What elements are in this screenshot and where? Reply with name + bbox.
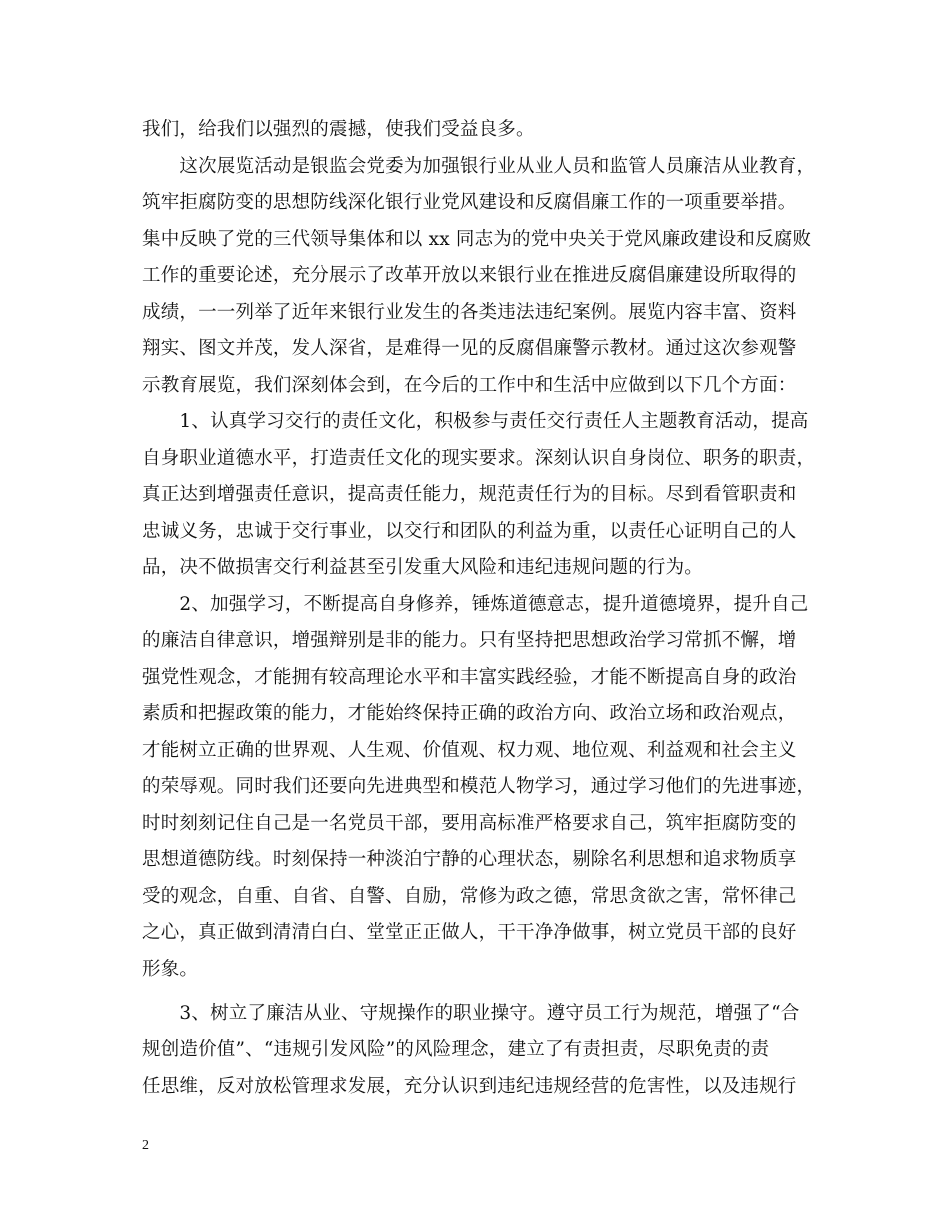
text-line: 3、树立了廉洁从业、守规操作的职业操守。遵守员工行为规范，增强了“合 <box>142 1003 800 1024</box>
text-line: 2、加强学习，不断提高自身修养，锤炼道德意志，提升道德境界，提升自己 <box>142 594 809 615</box>
text-line: 之心，真正做到清清白白、堂堂正正做人，干干净净做事，树立党员干部的良好 <box>142 922 797 943</box>
text-line: 1、认真学习交行的责任文化，积极参与责任交行责任人主题教育活动，提高 <box>142 411 809 432</box>
text-line: 自身职业道德水平，打造责任文化的现实要求。深刻认识自身岗位、职务的职责， <box>142 448 816 469</box>
text-line: 强党性观念，才能拥有较高理论水平和丰富实践经验，才能不断提高自身的政治 <box>142 667 797 688</box>
text-line: 真正达到增强责任意识，提高责任能力，规范责任行为的目标。尽到看管职责和 <box>142 484 797 505</box>
text-line: 筑牢拒腐防变的思想防线深化银行业党风建设和反腐倡廉工作的一项重要举措。 <box>142 192 797 213</box>
text-line: 受的观念，自重、自省、自警、自励，常修为政之德，常思贪欲之害，常怀律己 <box>142 886 797 907</box>
text-line: 的廉洁自律意识，增强辩别是非的能力。只有坚持把思想政治学习常抓不懈，增 <box>142 630 797 651</box>
text-line: 形象。 <box>142 959 199 980</box>
text-line: 忠诚义务，忠诚于交行事业，以交行和团队的利益为重，以责任心证明自己的人 <box>142 521 797 542</box>
text-line: 的荣辱观。同时我们还要向先进典型和模范人物学习，通过学习他们的先进事迹， <box>142 776 816 797</box>
text-line: 集中反映了党的三代领导集体和以 xx 同志为的党中央关于党风廉政建设和反腐败 <box>142 229 812 250</box>
text-line: 翔实、图文并茂，发人深省，是难得一见的反腐倡廉警示教材。通过这次参观警 <box>142 338 797 359</box>
text-line: 品，决不做损害交行利益甚至引发重大风险和违纪违规问题的行为。 <box>142 557 704 578</box>
text-line: 工作的重要论述，充分展示了改革开放以来银行业在推进反腐倡廉建设所取得的 <box>142 265 797 286</box>
text-line: 示教育展览，我们深刻体会到，在今后的工作中和生活中应做到以下几个方面： <box>142 375 797 396</box>
text-line: 时时刻刻记住自己是一名党员干部，要用高标准严格要求自己，筑牢拒腐防变的 <box>142 813 797 834</box>
text-line: 任思维，反对放松管理求发展，充分认识到违纪违规经营的危害性，以及违规行 <box>142 1076 797 1097</box>
text-line: 我们，给我们以强烈的震撼，使我们受益良多。 <box>142 119 535 140</box>
text-line: 才能树立正确的世界观、人生观、价值观、权力观、地位观、利益观和社会主义 <box>142 740 797 761</box>
page-number: 2 <box>142 1138 149 1153</box>
text-line: 这次展览活动是银监会党委为加强银行业从业人员和监管人员廉洁从业教育， <box>142 156 816 177</box>
text-line: 规创造价值”、“违规引发风险”的风险理念，建立了有责担责，尽职免责的责 <box>142 1039 770 1060</box>
text-line: 思想道德防线。时刻保持一种淡泊宁静的心理状态，剔除名利思想和追求物质享 <box>142 849 797 870</box>
text-line: 素质和把握政策的能力，才能始终保持正确的政治方向、政治立场和政治观点， <box>142 703 797 724</box>
text-line: 成绩，一一列举了近年来银行业发生的各类违法违纪案例。展览内容丰富、资料 <box>142 302 797 323</box>
